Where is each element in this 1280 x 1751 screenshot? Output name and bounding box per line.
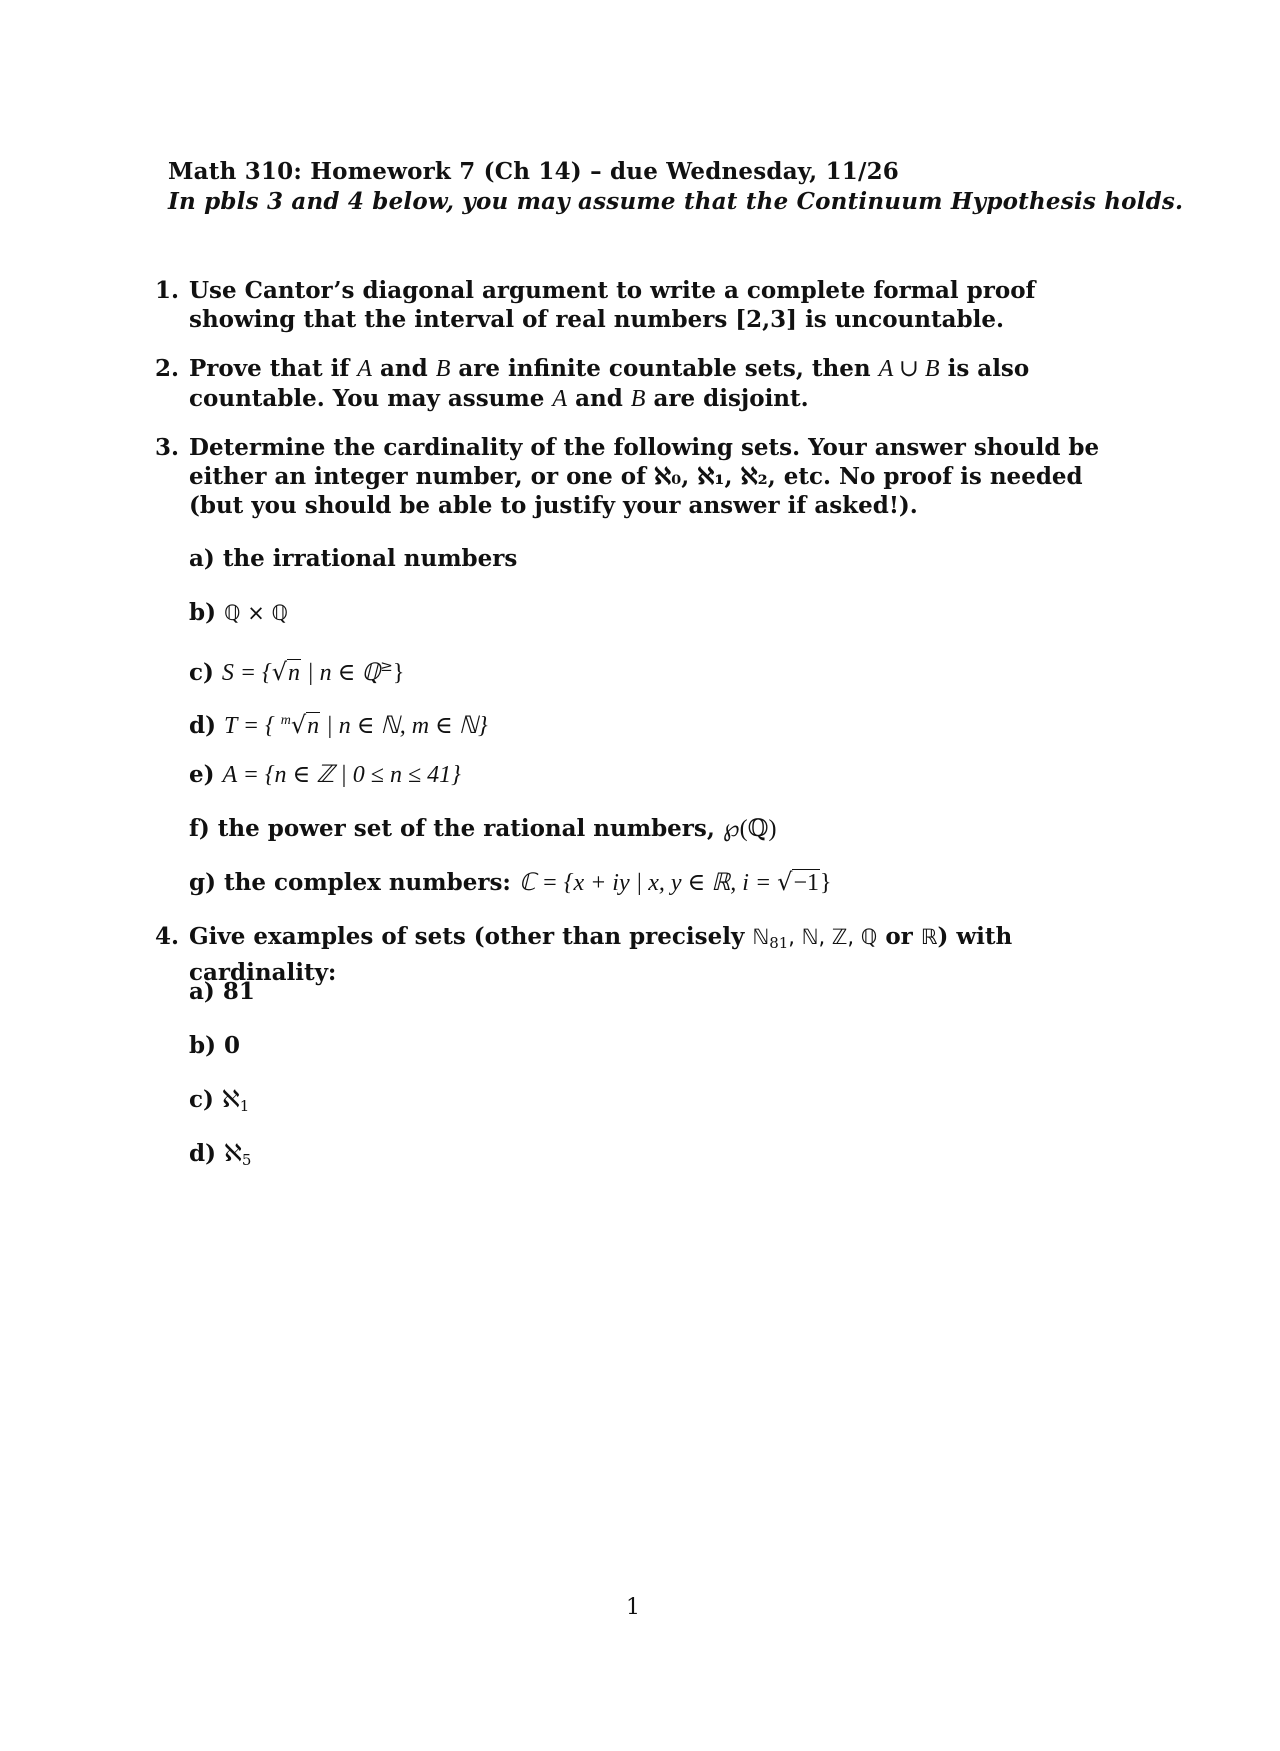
problem-3 [155, 433, 1135, 520]
problem-text: Prove that if A and B are infinite countable sets, then A ∪ B is also countable. You may assume A and B are disjoint. [189, 355, 1030, 412]
problem-3-item-b: b) ℚ × ℚ [189, 599, 288, 626]
problem-text: Determine the cardinality of the following sets. Your answer should be either an integer number, or one of ℵ₀, ℵ₁, ℵ₂, etc. No proof is needed (but you should be able to justify your answer if asked!). [189, 434, 1100, 519]
problem-3-item-f: f) the power set of the rational numbers, ℘(ℚ) [189, 815, 777, 842]
problem-number: 1. [155, 277, 180, 304]
problem-3-item-a: a) the irrational numbers [189, 545, 518, 572]
header-note: In pbls 3 and 4 below, you may assume that the Continuum Hypothesis holds. [168, 188, 1184, 215]
problem-2 [155, 354, 1135, 414]
problem-4-item-b: b) 0 [189, 1032, 240, 1059]
page-title: Math 310: Homework 7 (Ch 14) – due Wednesday, 11/26 [168, 158, 899, 185]
problem-text: Use Cantor’s diagonal argument to write a complete formal proof showing that the interval of real numbers [2,3] is uncountable. [189, 277, 1036, 333]
problem-text: Give examples of sets (other than precisely ℕ81, ℕ, ℤ, ℚ or ℝ) with cardinality: [189, 923, 1013, 986]
page-number: 1 [626, 1595, 640, 1620]
problem-4-item-c: c) ℵ1 [189, 1086, 250, 1115]
problem-number: 2. [155, 355, 180, 382]
problem-4 [155, 922, 1135, 987]
problem-3-item-e: e) A = {n ∈ ℤ | 0 ≤ n ≤ 41} [189, 761, 461, 788]
problem-4-item-a: a) 81 [189, 978, 255, 1005]
problem-number: 4. [155, 923, 180, 950]
problem-3-item-g: g) the complex numbers: ℂ = {x + iy | x, y ∈ ℝ, i = √−1} [189, 868, 832, 896]
problem-3-item-c: c) S = {√n | n ∈ ℚ≥} [189, 657, 405, 686]
problem-number: 3. [155, 434, 180, 461]
problem-1 [155, 276, 1135, 334]
problem-4-item-d: d) ℵ5 [189, 1140, 252, 1169]
problem-3-item-d: d) T = { $^m$√n | n ∈ ℕ, m ∈ ℕ} [189, 711, 488, 739]
